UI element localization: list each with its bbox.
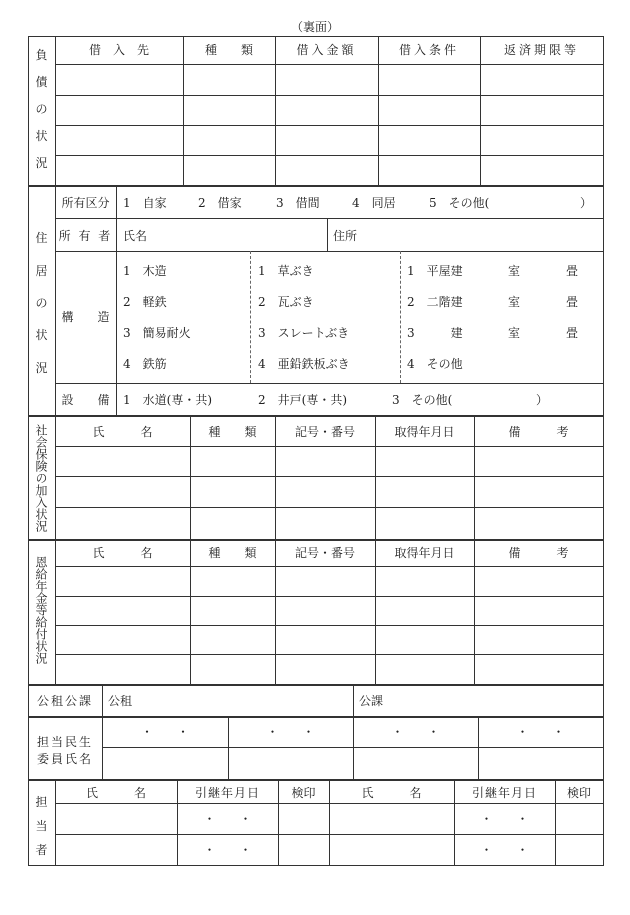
debt-header-terms: 借入条件 (398, 43, 459, 57)
insurance-header-type: 種 類 (208, 425, 257, 439)
debt-side-5: 況 (35, 156, 48, 170)
structure-c2-4: 4 亜鉛鉄板ぶき (258, 357, 350, 371)
staff-date-dots: ・ ・ (203, 843, 252, 857)
structure-c3-4: 4 その他 (407, 357, 463, 371)
insurance-header-name: 氏 名 (92, 425, 153, 439)
tax-label: 公租公課 (36, 694, 93, 708)
facility-option-2: 2 井戸(専・共) (258, 393, 347, 407)
commissioner-date-2: ・ ・ (266, 725, 315, 739)
page-title: （裏面） (290, 20, 339, 34)
debt-header-due: 返済期限等 (503, 43, 579, 57)
tatami-label-2: 畳 (566, 295, 579, 309)
owner-address-label: 住所 (333, 229, 358, 243)
ownership-option-2: 2 借家 (198, 196, 242, 210)
insurance-header-note: 備 考 (508, 425, 569, 439)
room-label-3: 室 (508, 326, 521, 340)
debt-header-amount: 借入金額 (296, 43, 357, 57)
facility-option-1: 1 水道(専・共) (123, 393, 212, 407)
pension-header-number: 記号・番号 (294, 546, 355, 560)
housing-side-1: 住 (35, 231, 48, 245)
debt-header-type: 種 類 (204, 43, 253, 57)
staff-side-3: 者 (35, 843, 48, 857)
structure-c1-4: 4 鉄筋 (123, 357, 167, 371)
tatami-label-1: 畳 (566, 264, 579, 278)
pension-header-date: 取得年月日 (394, 546, 455, 560)
structure-c3-2: 2 二階建 (407, 295, 463, 309)
structure-c2-1: 1 草ぶき (258, 264, 314, 278)
pension-header-type: 種 類 (208, 546, 257, 560)
pension-header-note: 備 考 (508, 546, 569, 560)
ownership-option-5: 5 その他( (429, 196, 490, 210)
commissioner-label-2: 委員氏名 (36, 752, 93, 766)
structure-c2-2: 2 瓦ぶき (258, 295, 314, 309)
structure-c1-1: 1 木造 (123, 264, 167, 278)
staff-header-seal-1: 検印 (291, 786, 316, 800)
structure-c3-3: 3 建 (407, 326, 463, 340)
pension-side-label: 恩給年金等給付状況 (34, 556, 48, 664)
tax-public-levy: 公租 (108, 694, 133, 708)
housing-side-2: 居 (35, 264, 48, 278)
owner-name-label: 氏名 (123, 229, 148, 243)
commissioner-date-3: ・ ・ (391, 725, 440, 739)
commissioner-label-1: 担当民生 (36, 735, 93, 749)
staff-header-name-2: 氏 名 (361, 786, 422, 800)
ownership-close: ） (580, 196, 593, 210)
housing-side-5: 況 (35, 361, 48, 375)
debt-side-3: の (35, 102, 48, 116)
housing-side-4: 状 (35, 328, 48, 342)
tatami-label-3: 畳 (566, 326, 579, 340)
debt-side-4: 状 (35, 129, 48, 143)
owner-label: 所 有 者 (58, 229, 113, 243)
staff-header-date-2: 引継年月日 (471, 786, 537, 800)
staff-side-2: 当 (35, 819, 48, 833)
structure-c2-3: 3 スレートぶき (258, 326, 350, 340)
structure-c3-1: 1 平屋建 (407, 264, 463, 278)
staff-header-date-1: 引継年月日 (194, 786, 260, 800)
ownership-label: 所有区分 (61, 196, 110, 210)
ownership-option-1: 1 自家 (123, 196, 167, 210)
staff-side-1: 担 (35, 795, 48, 809)
debt-header-lender: 借 入 先 (88, 43, 149, 57)
facility-option-3: 3 その他( (392, 393, 453, 407)
insurance-side-label: 社会保険の加入状況 (34, 424, 48, 532)
facility-close: ） (536, 393, 549, 407)
insurance-header-number: 記号・番号 (294, 425, 355, 439)
debt-side-1: 負 (35, 48, 48, 62)
staff-date-dots: ・ ・ (203, 812, 252, 826)
pension-header-name: 氏 名 (92, 546, 153, 560)
commissioner-date-1: ・ ・ (140, 725, 189, 739)
structure-c1-3: 3 簡易耐火 (123, 326, 191, 340)
facility-label: 設 備 (61, 393, 110, 407)
debt-side-2: 債 (35, 75, 48, 89)
commissioner-date-4: ・ ・ (516, 725, 565, 739)
staff-header-seal-2: 検印 (566, 786, 591, 800)
ownership-option-4: 4 同居 (352, 196, 396, 210)
staff-date-dots: ・ ・ (480, 812, 529, 826)
room-label-1: 室 (508, 264, 521, 278)
structure-label: 構 造 (61, 310, 110, 324)
insurance-header-date: 取得年月日 (394, 425, 455, 439)
room-label-2: 室 (508, 295, 521, 309)
housing-side-3: の (35, 296, 48, 310)
staff-date-dots: ・ ・ (480, 843, 529, 857)
ownership-option-3: 3 借間 (276, 196, 320, 210)
tax-public-charge: 公課 (359, 694, 384, 708)
structure-c1-2: 2 軽鉄 (123, 295, 167, 309)
staff-header-name-1: 氏 名 (85, 786, 146, 800)
